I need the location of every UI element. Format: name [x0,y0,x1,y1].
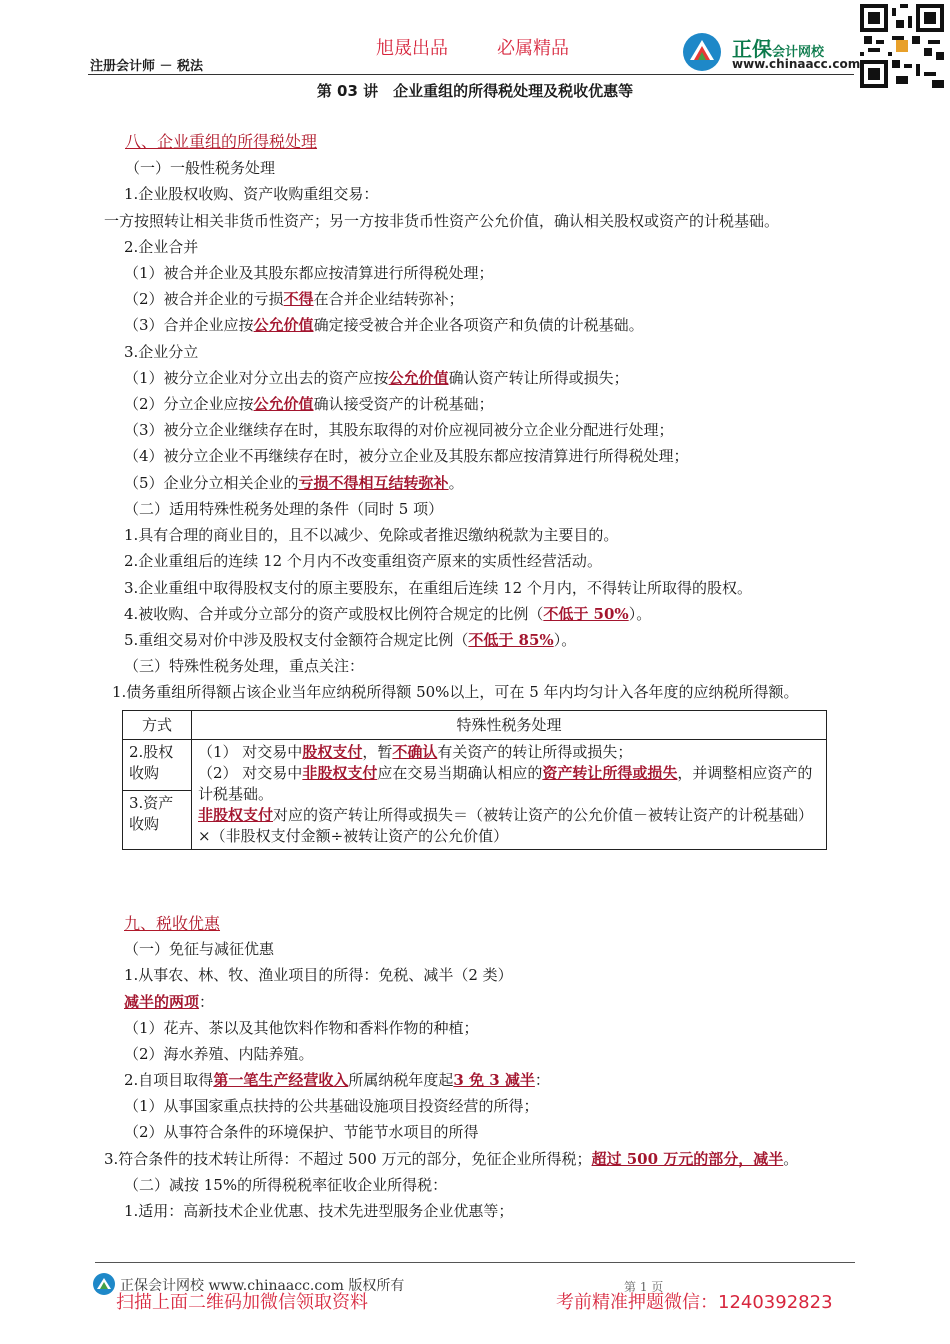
list-item: （1）花卉、茶以及其他饮料作物和香料作物的种植； [124,1019,479,1037]
list-item: （3）被分立企业继续存在时，其股东取得的对价应视同被分立企业分配进行处理； [124,421,674,439]
chinaacc-logo-icon [92,1272,116,1296]
slogan-left: 旭晟出品 [376,38,448,59]
lecture-title: 第 03 讲 企业重组的所得税处理及税收优惠等 [316,82,634,100]
document-subject: 注册会计师 － 税法 [90,59,204,74]
emphasis: 第一笔生产经营收入 [213,1071,349,1089]
logo-url: www.chinaacc.com [732,57,861,71]
paragraph-line: 减半的两项： [124,993,215,1011]
emphasis: 不低于 85% [468,631,554,649]
list-item: （2）海水养殖、内陆养殖。 [124,1045,314,1063]
qr-code-icon [860,4,944,88]
paragraph-line: 3.符合条件的技术转让所得：不超过 500 万元的部分，免征企业所得税；超过 500 万元的部分，减半。 [104,1150,799,1168]
list-item: （1）从事国家重点扶持的公共基础设施项目投资经营的所得； [124,1097,539,1115]
list-item: 1.具有合理的商业目的，且不以减少、免除或者推迟缴纳税款为主要目的。 [124,526,619,544]
paragraph-line: 1.适用：高新技术企业优惠、技术先进型服务企业优惠等； [124,1202,514,1220]
promo-scan-text: 扫描上面二维码加微信领取资料 [116,1292,368,1313]
slogan-right: 必属精品 [497,38,569,59]
special-treatment-table [122,710,827,850]
table-cell-treatment [192,740,827,850]
list-item: （5）企业分立相关企业的亏损不得相互结转弥补。 [124,474,464,492]
section-8-heading: 八、企业重组的所得税处理 [125,132,318,151]
emphasis: 3 免 3 减半 [453,1071,535,1089]
header-rule [88,74,854,75]
list-item: （3）合并企业应按公允价值确定接受被合并企业各项资产和负债的计税基础。 [124,316,644,334]
promo-wechat: 考前精准押题微信：1240392823 [556,1292,833,1313]
emphasis: 超过 500 万元的部分，减半 [591,1150,784,1168]
emphasis: 不得 [283,290,314,308]
list-item: （1）被合并企业及其股东都应按清算进行所得税处理； [124,264,494,282]
table-cell-method: 3.资产收购 [123,791,192,850]
subsection-reduced-rate: （二）减按 15%的所得税税率征收企业所得税： [124,1176,448,1194]
subsection-special-treatment: （三）特殊性税务处理，重点关注： [124,657,365,675]
table-row [123,740,827,791]
treatment-item-2: （2） 对交易中非股权支付应在交易当期确认相应的资产转让所得或损失，并调整相应资产的计税基础。 [198,764,813,803]
table-header-method: 方式 [123,711,192,740]
emphasis: 公允价值 [253,316,314,334]
paragraph-line: 一方按照转让相关非货币性资产；另一方按非货币性资产公允价值，确认相关股权或资产的计税基础。 [104,212,780,230]
emphasis: 公允价值 [388,369,449,387]
paragraph-line: 1.企业股权收购、资产收购重组交易： [124,185,379,203]
list-item: （2）被合并企业的亏损不得在合并企业结转弥补； [124,290,464,308]
list-item: （4）被分立企业不再继续存在时，被分立企业及其股东都应按清算进行所得税处理； [124,447,689,465]
list-item: 4.被收购、合并或分立部分的资产或股权比例符合规定的比例（不低于 50%）。 [124,605,652,623]
emphasis: 不低于 50% [543,605,629,623]
emphasis: 减半的两项 [124,993,200,1011]
list-item: 3.企业重组中取得股权支付的原主要股东，在重组后连续 12 个月内，不得转让所取得的股权。 [124,579,752,597]
list-item: （2）从事符合条件的环境保护、节能节水项目的所得 [124,1123,479,1141]
footer-copyright: 正保会计网校 www.chinaacc.com 版权所有 [120,1278,405,1294]
logo-name: 正保会计网校 [732,37,825,61]
list-item: （1）被分立企业对分立出去的资产应按公允价值确认资产转让所得或损失； [124,369,629,387]
list-item: 5.重组交易对价中涉及股权支付金额符合规定比例（不低于 85%）。 [124,631,577,649]
subsection-general: （一）一般性税务处理 [125,159,276,177]
paragraph-line: 2.自项目取得第一笔生产经营收入所属纳税年度起3 免 3 减半： [124,1071,550,1089]
emphasis: 亏损不得相互结转弥补 [298,474,449,492]
page-number: 第 1 页 [624,1280,664,1294]
emphasis: 公允价值 [253,395,314,413]
table-cell-method: 2.股权收购 [123,740,192,791]
treatment-item-1: （1） 对交易中股权支付，暂不确认有关资产的转让所得或损失； [198,743,633,761]
list-item: 2.企业重组后的连续 12 个月内不改变重组资产原来的实质性经营活动。 [124,552,602,570]
paragraph-line: 3.企业分立 [124,343,199,361]
paragraph-line: 1.从事农、林、牧、渔业项目的所得：免税、减半（2 类） [124,966,513,984]
treatment-formula: 非股权支付对应的资产转让所得或损失＝（被转让资产的公允价值－被转让资产的计税基础）×（非股权支付金额÷被转让资产的公允价值） [198,806,814,845]
paragraph-line: 1.债务重组所得额占该企业当年应纳税所得额 50%以上，可在 5 年内均匀计入各年度的应纳税所得额。 [112,683,799,701]
list-item: （2）分立企业应按公允价值确认接受资产的计税基础； [124,395,494,413]
table-header-row [123,711,827,740]
paragraph-line: 2.企业合并 [124,238,199,256]
footer-rule [95,1262,855,1263]
section-9-heading: 九、税收优惠 [124,914,221,933]
table-header-treatment: 特殊性税务处理 [192,711,827,740]
subsection-exemption: （一）免征与减征优惠 [124,940,275,958]
subsection-special-conditions: （二）适用特殊性税务处理的条件（同时 5 项） [124,500,444,518]
